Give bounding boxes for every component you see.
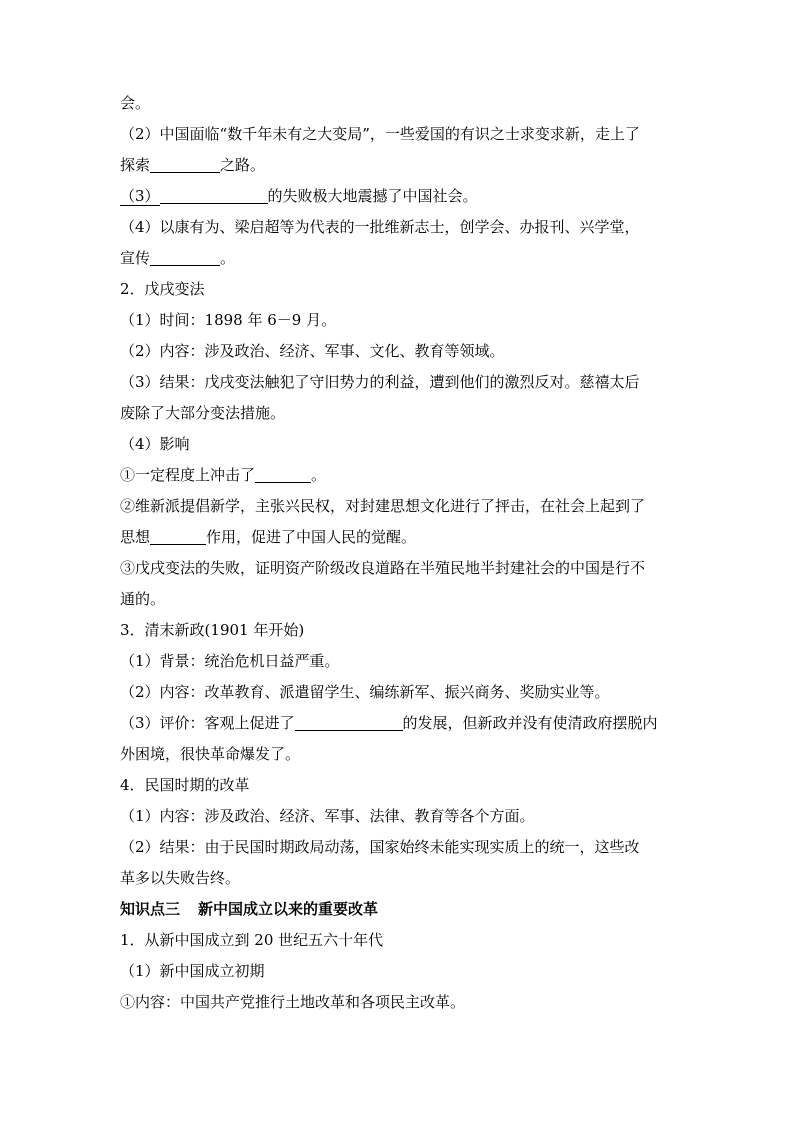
knowledge-point-heading: 知识点三 新中国成立以来的重要改革: [120, 900, 379, 918]
section-heading: 2．戊戌变法: [120, 280, 205, 298]
text-line: （1）新中国成立初期: [120, 962, 265, 980]
text-line: ①一定程度上冲击了 。: [120, 466, 327, 484]
fill-blank[interactable]: [150, 154, 220, 173]
text-line: （1）内容：涉及政治、经济、军事、法律、教育等各个方面。: [120, 807, 535, 825]
text-line: （2）内容：改革教育、派遣留学生、编练新军、振兴商务、奖励实业等。: [120, 683, 610, 701]
text-line: ②维新派提倡新学，主张兴民权，对封建思想文化进行了抨击，在社会上起到了: [120, 497, 646, 515]
text-line: （2）结果：由于民国时期政局动荡，国家始终未能实现实质上的统一，这些改: [120, 838, 640, 856]
section-heading: 3．清末新政(1901 年开始): [120, 621, 305, 639]
section-heading: 1．从新中国成立到 20 世纪五六十年代: [120, 931, 384, 949]
text-line: ③戊戌变法的失败，证明资产阶级改良道路在半殖民地半封建社会的中国是行不: [120, 559, 646, 577]
text-line: 宣传 。: [120, 249, 236, 267]
text-line: （3）结果：戊戌变法触犯了守旧势力的利益，遭到他们的激烈反对。慈禧太后: [120, 373, 640, 391]
fill-blank[interactable]: [255, 464, 311, 483]
text-line: 探索 之路。: [120, 156, 266, 174]
text-line: （4）影响: [120, 435, 190, 453]
text-line: 废除了大部分变法措施。: [120, 404, 286, 422]
text-line: 外困境，很快革命爆发了。: [120, 745, 301, 763]
text-line: 会。: [120, 94, 151, 112]
text-line: （3）评价：客观上促进了 的发展，但新政并没有使清政府摆脱内: [120, 714, 658, 732]
text-line: 革多以失败告终。: [120, 869, 241, 887]
document-body: [120, 88, 680, 1018]
text-line: （1）时间：1898 年 6－9 月。: [120, 311, 337, 329]
fill-blank[interactable]: [160, 185, 268, 204]
text-line: （1）背景：统治危机日益严重。: [120, 652, 340, 670]
section-heading: 4．民国时期的改革: [120, 776, 250, 794]
fill-blank[interactable]: [295, 712, 403, 731]
text-line: （2）内容：涉及政治、经济、军事、文化、教育等领域。: [120, 342, 505, 360]
text-line: 思想 作用，促进了中国人民的觉醒。: [120, 528, 417, 546]
fill-blank[interactable]: [150, 526, 206, 545]
text-line: （3） 的失败极大地震撼了中国社会。: [120, 187, 478, 205]
fill-blank[interactable]: [150, 247, 220, 266]
text-line: ①内容：中国共产党推行土地改革和各项民主改革。: [120, 993, 466, 1011]
text-line: （2）中国面临“数千年未有之大变局”，一些爱国的有识之士求变求新，走上了: [120, 125, 640, 143]
text-line: 通的。: [120, 590, 166, 608]
text-line: （4）以康有为、梁启超等为代表的一批维新志士，创学会、办报刊、兴学堂，: [120, 218, 640, 236]
